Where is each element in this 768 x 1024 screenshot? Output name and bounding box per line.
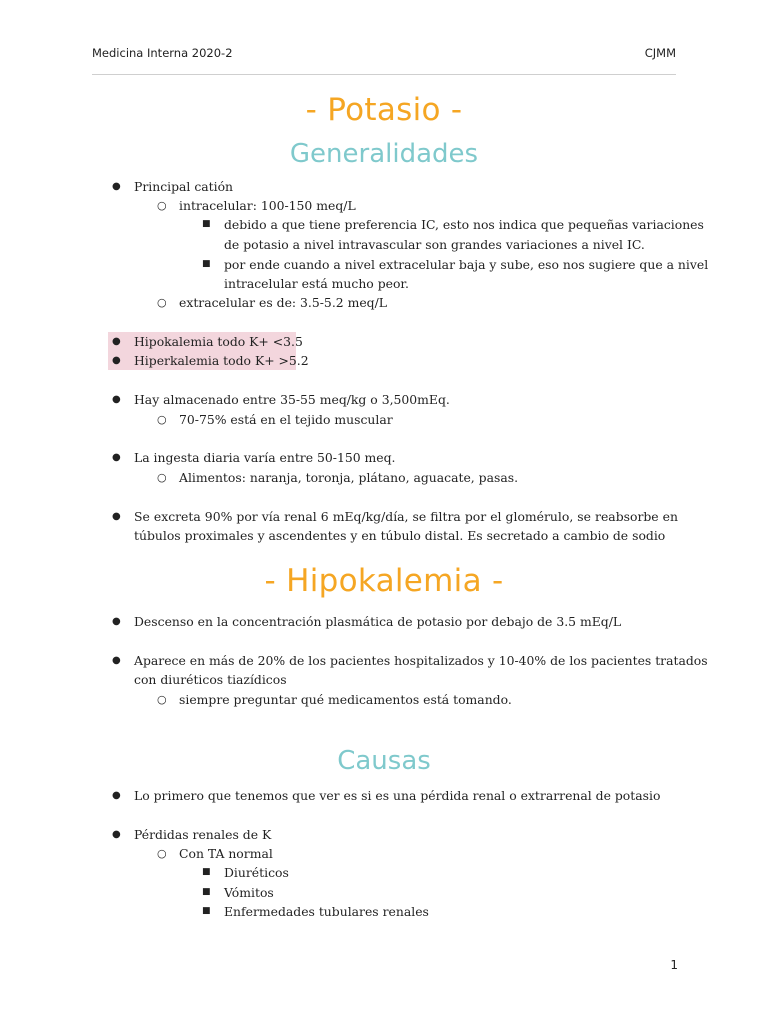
bullet-circle: ○ bbox=[157, 471, 167, 484]
bullet-disc: ● bbox=[112, 655, 121, 666]
bullet-disc: ● bbox=[112, 616, 121, 627]
list-item: siempre preguntar qué medicamentos está tomando. bbox=[179, 692, 512, 707]
list-item-continuation: de potasio a nivel intravascular son grandes variaciones a nivel IC. bbox=[224, 237, 645, 252]
bullet-square: ■ bbox=[202, 906, 211, 916]
bullet-disc: ● bbox=[112, 355, 121, 366]
header-initials: CJMM bbox=[644, 46, 676, 60]
header-course: Medicina Interna 2020-2 bbox=[92, 46, 233, 60]
list-item: debido a que tiene preferencia IC, esto nos indica que pequeñas variaciones bbox=[224, 217, 704, 232]
bullet-disc: ● bbox=[112, 790, 121, 801]
list-item: extracelular es de: 3.5-5.2 meq/L bbox=[179, 295, 387, 310]
list-item-hipokalemia: Hipokalemia todo K+ <3.5 bbox=[134, 334, 303, 349]
list-item: Aparece en más de 20% de los pacientes hospitalizados y 10-40% de los pacientes tratados bbox=[134, 653, 708, 668]
bullet-square: ■ bbox=[202, 867, 211, 877]
page-number: 1 bbox=[670, 958, 678, 972]
list-item: La ingesta diaria varía entre 50-150 meq. bbox=[134, 450, 396, 465]
title-potasio: - Potasio - bbox=[305, 92, 463, 128]
list-item: Se excreta 90% por vía renal 6 mEq/kg/día, se filtra por el glomérulo, se reabsorbe en bbox=[134, 509, 678, 524]
bullet-square: ■ bbox=[202, 887, 211, 897]
bullet-square: ■ bbox=[202, 259, 211, 269]
list-item: Enfermedades tubulares renales bbox=[224, 904, 429, 919]
list-item: Alimentos: naranja, toronja, plátano, aguacate, pasas. bbox=[179, 470, 519, 485]
list-item: Descenso en la concentración plasmática de potasio por debajo de 3.5 mEq/L bbox=[134, 614, 622, 629]
bullet-disc: ● bbox=[112, 829, 121, 840]
title-hipokalemia: - Hipokalemia - bbox=[264, 563, 504, 599]
bullet-disc: ● bbox=[112, 452, 121, 463]
bullet-disc: ● bbox=[112, 336, 121, 347]
bullet-disc: ● bbox=[112, 181, 121, 192]
bullet-circle: ○ bbox=[157, 413, 167, 426]
bullet-circle: ○ bbox=[157, 847, 167, 860]
list-item: Lo primero que tenemos que ver es si es una pérdida renal o extrarrenal de potasio bbox=[134, 788, 661, 803]
bullet-circle: ○ bbox=[157, 693, 167, 706]
list-item: intracelular: 100-150 meq/L bbox=[179, 198, 356, 213]
list-item-continuation: túbulos proximales y ascendentes y en túbulo distal. Es secretado a cambio de sodio bbox=[134, 528, 666, 543]
list-item: Pérdidas renales de K bbox=[134, 827, 272, 842]
list-item: por ende cuando a nivel extracelular baja y sube, eso nos sugiere que a nivel bbox=[224, 257, 709, 272]
list-item: Con TA normal bbox=[179, 846, 273, 861]
bullet-disc: ● bbox=[112, 511, 121, 522]
list-item: Diuréticos bbox=[224, 865, 289, 880]
bullet-circle: ○ bbox=[157, 296, 167, 309]
list-item: Hay almacenado entre 35-55 meq/kg o 3,500mEq. bbox=[134, 392, 450, 407]
bullet-circle: ○ bbox=[157, 199, 167, 212]
list-item-continuation: con diuréticos tiazídicos bbox=[134, 672, 287, 687]
page-header bbox=[92, 44, 676, 75]
bullet-disc: ● bbox=[112, 394, 121, 405]
list-item-hiperkalemia: Hiperkalemia todo K+ >5.2 bbox=[134, 353, 309, 368]
list-item: 70-75% está en el tejido muscular bbox=[179, 412, 393, 427]
list-item: Vómitos bbox=[224, 885, 274, 900]
list-item-continuation: intracelular está mucho peor. bbox=[224, 276, 409, 291]
title-causas: Causas bbox=[337, 746, 431, 776]
title-generalidades: Generalidades bbox=[289, 139, 479, 169]
bullet-square: ■ bbox=[202, 219, 211, 229]
list-item: Principal catión bbox=[134, 179, 234, 194]
